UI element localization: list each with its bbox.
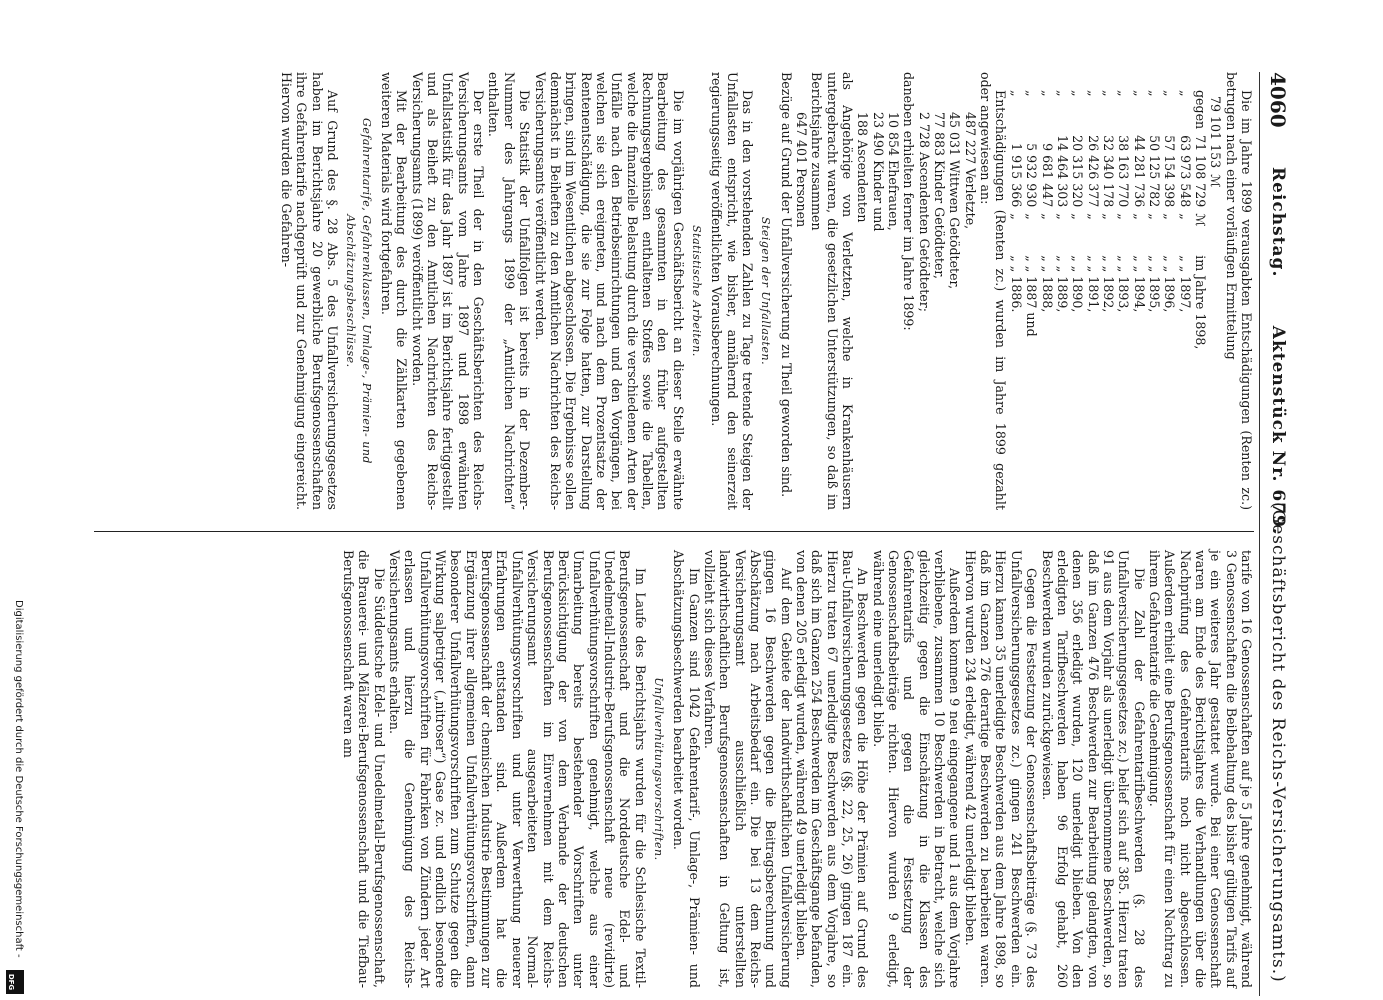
prefix-cell: „ <box>1100 90 1116 97</box>
unit-cell: ℳ <box>1208 174 1224 188</box>
column-divider <box>94 531 1254 532</box>
table-row <box>1101 90 1116 355</box>
prefix-cell: „ <box>1070 90 1086 97</box>
text-cell: „ „ 1891, <box>1085 255 1101 313</box>
paragraph: Auf Grund des §. 28 Abs. 5 des Unfallversicherungsgesetzes haben im Berichtsjahre 20 gewerbliche Berufsgenossenschaften ihre Gefahrentarife nachgeprüft und zur Genehmigung eingereicht. Hiervon wurden die Gefahren- <box>279 72 341 510</box>
table-row <box>1055 90 1070 355</box>
table-row <box>1177 90 1192 355</box>
paragraph: tarife von 16 Genossenschaften auf je 5 Jahre genehmigt, während 3 Genossenschaften die Beibehaltung des bisher gültigen Tarifs auf je ein weiteres Jahr gestattet wurde. Bei einer Genossenschaft waren am Ende des Berichtsjahres die Verhandlungen über die Nachprüfung des Gefahrentarifs noch nicht abgeschlossen. Außerdem erhielt eine Berufsgenossenschaft für einen Nachtrag zu ihrem Gefahrentarife die Genehmigung. <box>1146 550 1254 988</box>
amount-cell: 79 101 153 <box>1208 96 1224 169</box>
paragraph: Entschädigungen (Renten zc.) wurden im Jahre 1899 gezahlt oder angewiesen an: <box>978 72 1009 510</box>
unit-cell: ℳ <box>1192 213 1208 227</box>
prefix-cell: gegen <box>1192 90 1208 130</box>
prefix-cell: „ <box>1008 90 1024 97</box>
paragraph: An Beschwerden gegen die Höhe der Prämien auf Grund des Bau-Unfallversicherungsgesetzes (§§. 22, 25, 26) gingen 187 ein. Hierzu traten 67 unerledigte Beschwerden aus dem Vorjahre, so daß sich im Ganzen 254 Beschwerden im Geschäftsgange befanden, von denen 205 erledigt wurden, während 49 unerledigt blieben. <box>794 550 871 988</box>
text-cell: „ „ 1890, <box>1070 255 1086 313</box>
left-column <box>279 72 1254 510</box>
unit-cell: „ <box>1131 213 1147 220</box>
header-publication: Reichstag. <box>1268 167 1288 278</box>
prefix-cell: „ <box>1039 90 1055 97</box>
amount-cell: 26 426 377 <box>1085 135 1101 208</box>
section-heading: Unfallverhütungsvorschriften. <box>651 677 665 861</box>
amount-cell: 20 315 320 <box>1070 135 1086 208</box>
table-row <box>1193 90 1208 355</box>
text-cell: „ „ 1895, <box>1146 255 1162 313</box>
list-item: 487 227 Verletzte, <box>962 112 978 230</box>
list-item: 10 854 Ehefrauen, <box>886 112 902 231</box>
recipients-list <box>916 72 977 510</box>
paragraph: als Angehörige von Verletzten, welche in Krankenhäusern untergebracht waren, die gesetzlichen Unterstützungen, so daß im Berichtsjahre zusammen <box>809 72 856 510</box>
amount-cell: 14 464 303 <box>1054 135 1070 208</box>
paragraph: Gegen die Festsetzung der Genossenschaftsbeiträge (§. 73 des Unfallversicherungsgesetzes zc.) gingen 241 Beschwerden ein. Hierzu kamen 35 unerledigte Beschwerden aus dem Jahre 1898, so daß im Ganzen 276 derartige Beschwerden zu bearbeiten waren. Hiervon wurden 234 erledigt, während 42 unerledigt blieben. <box>962 550 1040 988</box>
amount-cell: 71 108 729 <box>1192 135 1208 208</box>
paragraph: daneben erhielten ferner im Jahre 1899: <box>901 72 917 331</box>
prefix-cell: „ <box>1024 90 1040 97</box>
table-row <box>1116 90 1131 355</box>
paragraph: Mit der Bearbeitung des durch die Zählkarten gegebenen weiteren Materials wird fortgefahren. <box>379 72 410 510</box>
text-cell: „ „ 1889, <box>1054 255 1070 313</box>
text-cell: „ „ 1886. <box>1008 255 1024 313</box>
header-document: Aktenstück Nr. 679. <box>1268 325 1288 535</box>
header-title <box>1268 167 1288 535</box>
unit-cell: „ <box>1146 213 1162 220</box>
paragraph: Auf dem Gebiete der landwirthschaftlichen Unfallversicherung gingen 16 Beschwerden gegen die Beitragsberechnung und Abschätzung nach Arbeitsbedarf ein. Die bei 13 dem Reichs-Versicherungsamt ausschließlich unterstellten landwirthschaftlichen Berufsgenossenschaften in Geltung ist, vollzieht sich dieses Verfahren. <box>701 550 794 988</box>
prefix-cell: „ <box>1085 90 1101 97</box>
table-row <box>1162 90 1177 355</box>
unit-cell: „ <box>1024 213 1040 220</box>
prefix-cell: „ <box>1146 90 1162 97</box>
table-row <box>1009 90 1024 355</box>
header-section: (Geschäftsbericht des Reichs-Versicherungsamts.) <box>1268 502 1288 983</box>
text-cell: im Jahre 1898, <box>1192 255 1208 350</box>
amount-cell: 57 154 398 <box>1162 135 1178 208</box>
amount-cell: 38 163 770 <box>1116 135 1132 208</box>
paragraph: Das in den vorstehenden Zahlen zu Tage tretende Steigen der Unfallasten entspricht, wie bisher, annähernd den seinerzeit regierungsseitig veröffentlichten Vorausberechnungen. <box>709 72 755 510</box>
rotated-document-page <box>80 72 1290 996</box>
dfg-logo <box>6 970 24 994</box>
prefix-cell: „ <box>1054 90 1070 97</box>
unit-cell: „ <box>1054 213 1070 220</box>
unit-cell: „ <box>1100 213 1116 220</box>
section-heading: Steigen der Unfallasten. <box>759 216 773 366</box>
unit-cell: „ <box>1039 213 1055 220</box>
credit-text: Digitalisierung gefördert durch die Deutsche Forschungsgemeinschaft - <box>13 600 24 958</box>
paragraph: Der erste Theil der in den Geschäftsberichten des Reichs-Versicherungsamts vom Jahre 1897 und 1898 erwähnten Unfallstatistik für das Jahr 1897 ist im Berichtsjahre fertiggestellt und als Beiheft zu den Amtlichen Nachrichten des Reichs-Versicherungsamts (1899) veröffentlicht worden. <box>409 72 487 510</box>
text-cell: „ „ 1896, <box>1162 255 1178 313</box>
table-row <box>1131 90 1146 355</box>
table-row <box>1208 90 1223 222</box>
text-cell: „ „ 1893, <box>1116 255 1132 313</box>
list-item: 2 728 Ascendenten Getödteter; <box>916 112 932 312</box>
paragraph: Im Ganzen sind 1042 Gefahrentarif-, Umlage-, Prämien- und Abschätzungsbeschwerden bearbeitet worden. <box>671 550 702 988</box>
text-cell: „ „ 1888, <box>1039 255 1055 313</box>
page-number: 4060 <box>1266 72 1290 128</box>
section-heading: Statistische Arbeiten. <box>689 225 703 357</box>
unit-cell: „ <box>1177 213 1193 220</box>
text-cell: „ „ 1887 und <box>1024 255 1040 337</box>
dfg-logo-text: DFG <box>7 973 16 991</box>
amount-cell: 9 681 447 <box>1039 143 1055 208</box>
amount-cell: 50 125 782 <box>1146 135 1162 208</box>
prefix-cell: „ <box>1116 90 1132 97</box>
list-item: 45 031 Wittwen Getödteter, <box>947 112 963 290</box>
paragraph: Die Zahl der Gefahrentarifbeschwerden (§. 28 des Unfallversicherungsgesetzes zc.) belief sich auf 385. Hierzu traten 91 aus dem Vorjahr als unerledigt übernommene Beschwerden, so daß im Ganzen 476 Beschwerden zur Bearbeitung gelangten, von denen 356 erledigt wurden, 120 unerledigt blieben. Von den erledigten Tarifbeschwerden haben 96 Erfolg gehabt, 260 Beschwerden wurden zurückgewiesen. <box>1039 550 1147 988</box>
table-row <box>1085 90 1100 355</box>
table-row <box>1039 90 1054 355</box>
amount-cell: 1 915 366 <box>1008 143 1024 208</box>
list-item: 23 490 Kinder und <box>870 112 886 232</box>
amount-cell: 63 973 548 <box>1177 135 1193 208</box>
running-head <box>1260 72 1290 996</box>
unit-cell: „ <box>1162 213 1178 220</box>
amount-cell: 32 340 178 <box>1100 135 1116 208</box>
unit-cell: „ <box>1008 213 1024 220</box>
text-cell: „ „ 1897, <box>1177 255 1193 313</box>
table-row <box>1070 90 1085 355</box>
prefix-cell: „ <box>1162 90 1178 97</box>
amount-cell: 44 281 736 <box>1131 135 1147 208</box>
paragraph: Die im Jahre 1899 verausgabten Entschädigungen (Renten zc.) betrugen nach einer vorläufigen Ermittelung <box>1223 72 1254 510</box>
section-heading: Gefahrentarife, Gefahrenklassen, Umlage-, Prämien- und Abschätzungsbeschlüsse. <box>344 118 373 464</box>
list-item: 77 883 Kinder Getödteter, <box>932 112 948 280</box>
unit-cell: „ <box>1116 213 1132 220</box>
unit-cell: „ <box>1085 213 1101 220</box>
digitization-credit <box>8 600 24 995</box>
paragraph: Bezüge auf Grund der Unfallversicherung zu Theil geworden sind. <box>778 72 794 498</box>
paragraph: Im Laufe des Berichtsjahrs wurden für die Schlesische Textil-Berufsgenossenschaft und die Norddeutsche Edel- und Unedelmetall-Industrie-Berufsgenossenschaft neue (revidirte) Unfallverhütungsvorschriften genehmigt, welche aus einer Umarbeitung bereits bestehender Vorschriften unter Berücksichtigung der von dem Verbande der deutschen Berufsgenossenschaften im Einvernehmen mit dem Reichs-Versicherungsamt ausgearbeiteten Normal-Unfallverhütungsvorschriften und unter Verwerthung neuerer Erfahrungen entstanden sind. Außerdem hat die Berufsgenossenschaft der chemischen Industrie Bestimmungen zur Ergänzung ihrer allgemeinen Unfallverhütungsvorschriften, dann besonderer Unfallverhütungsvorschriften zum Schutze gegen die Wirkung salpetriger („nitroser“) Gase zc. und endlich besondere Unfallverhütungsvorschriften für Fabriken von Zündern jeder Art erlassen und hierzu die Genehmigung des Reichs-Versicherungsamts erhalten. <box>387 550 648 988</box>
header-rule <box>1259 72 1260 996</box>
dependents-list <box>855 72 901 510</box>
amount-cell: 5 932 930 <box>1024 143 1040 208</box>
prefix-cell: „ <box>1177 90 1193 97</box>
prefix-cell: „ <box>1131 90 1147 97</box>
text-cell: „ „ 1892, <box>1100 255 1116 313</box>
paragraph: Außerdem kommen 9 neu eingegangene und 1 aus dem Vorjahre verbliebene, zusammen 10 Beschwerden in Betracht, welche sich gleichzeitig gegen die Einschätzung in die Klassen des Gefahrentarifs und gegen die Festsetzung der Genossenschaftsbeiträge richten. Hiervon wurden 9 erledigt, während eine unerledigt blieb. <box>870 550 963 988</box>
paragraph: Die im vorjährigen Geschäftsbericht an dieser Stelle erwähnte Bearbeitung des gesammten in den früher aufgestellten Rechnungsergebnissen enthaltenen Stoffes sowie die Tabellen, welche die finanzielle Belastung durch die verschiedenen Arten der Unfälle nach den Betriebseinrichtungen und den Vorgängen, bei welchen sie sich ereigneten, und nach dem Prozentsatze der Rentenentschädigung, die sie zur Folge hatten, zur Darstellung bringen, sind im Wesentlichen abgeschlossen. Die Ergebnisse sollen demnächst in Beiheften zu den Amtlichen Nachrichten des Reichs-Versicherungsamts veröffentlicht werden. <box>532 72 686 510</box>
table-row <box>1147 90 1162 355</box>
text-cell: „ „ 1894, <box>1131 255 1147 313</box>
total-persons: 647 401 Personen <box>794 112 810 228</box>
table-row <box>1024 90 1039 355</box>
right-column <box>341 550 1254 988</box>
list-item: 188 Ascendenten <box>855 112 871 223</box>
paragraph: Die Statistik der Unfallfolgen ist bereits in der Dezember-Nummer des Jahrgangs 1899 der „Amtlichen Nachrichten“ enthalten. <box>486 72 533 510</box>
paragraph: Die Süddeutsche Edel- und Unedelmetall-Berufsgenossenschaft, die Brauerei- und Mälzerei-Berufsgenossenschaft und die Tiefbau-Berufsgenossenschaft waren am <box>341 550 387 988</box>
payments-table <box>1208 90 1223 222</box>
unit-cell: „ <box>1070 213 1086 220</box>
payments-by-year-table <box>1009 90 1208 355</box>
